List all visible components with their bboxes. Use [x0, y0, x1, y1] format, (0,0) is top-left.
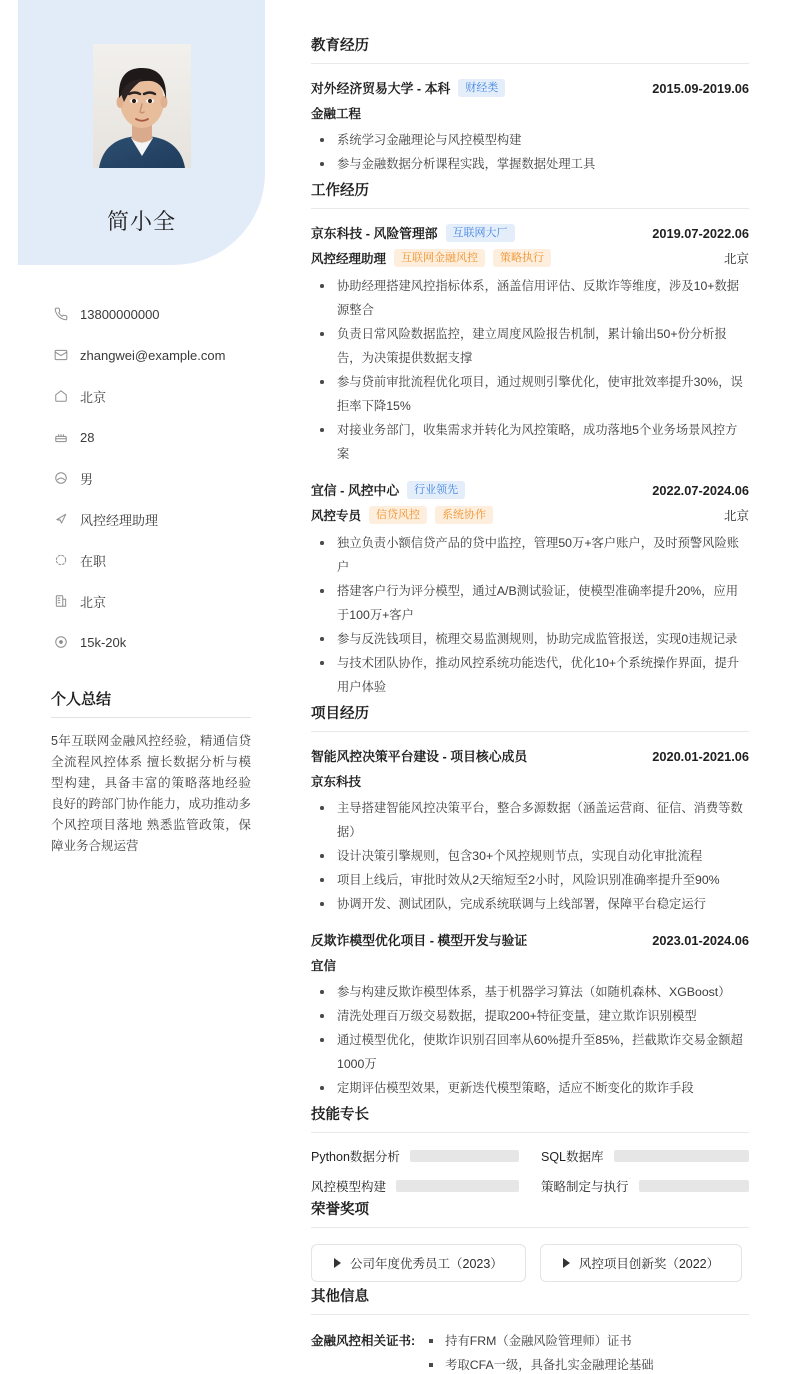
other-info-label: 金融风控相关证书:	[311, 1334, 416, 1348]
contact-item-workplace	[51, 587, 256, 615]
contact-item-gender	[51, 464, 256, 492]
contact-value-position: 风控经理助理	[80, 512, 159, 528]
contact-value-gender: 男	[80, 471, 94, 487]
education-entry-header	[311, 78, 749, 97]
personal-summary-title: 个人总结	[51, 688, 251, 718]
list-item: 对接业务部门，收集需求并转化为风控策略，成功落地5个业务场景风控方案	[313, 418, 749, 466]
avatar	[93, 44, 191, 168]
list-item: 协助经理搭建风控指标体系，涵盖信用评估、反欺诈等维度，涉及10+数据源整合	[313, 274, 749, 322]
work-bullets	[313, 531, 749, 699]
skill-item	[311, 1177, 519, 1195]
skill-item	[541, 1177, 749, 1195]
contact-item-phone	[51, 300, 256, 328]
contact-item-position	[51, 505, 256, 533]
section-project	[311, 702, 749, 1100]
work-role-tag: 互联网金融风控	[394, 249, 485, 267]
section-title-awards: 荣誉奖项	[311, 1198, 749, 1228]
work-date: 2019.07-2022.06	[652, 226, 749, 241]
personal-summary-section	[51, 688, 251, 857]
work-role: 风控经理助理	[311, 252, 387, 266]
work-company: 宜信 - 风控中心	[311, 483, 400, 498]
contact-value-phone: 13800000000	[80, 306, 160, 322]
person-name: 简小全	[106, 209, 176, 234]
list-item: 定期评估模型效果，更新迭代模型策略，适应不断变化的欺诈手段	[313, 1076, 749, 1100]
skill-label: 策略制定与执行	[541, 1180, 629, 1194]
project-date: 2020.01-2021.06	[652, 749, 749, 764]
education-date: 2015.09-2019.06	[652, 81, 749, 96]
personal-summary-body: 5年互联网金融风控经验，精通信贷全流程风控体系 擅长数据分析与模型构建，具备丰富的策略落地经验 良好的跨部门协作能力，成功推动多个风控项目落地 熟悉监管政策，保障业务合规运营	[51, 734, 252, 853]
list-item: 主导搭建智能风控决策平台，整合多源数据（涵盖运营商、征信、消费等数据）	[313, 796, 749, 844]
work-date: 2022.07-2024.06	[652, 483, 749, 498]
contact-item-email	[51, 341, 256, 369]
cake-icon	[51, 430, 71, 444]
education-bullets	[313, 128, 749, 176]
skill-progress-bar	[396, 1180, 519, 1192]
contact-item-age	[51, 423, 256, 451]
work-location: 北京	[723, 252, 749, 266]
work-entry	[311, 209, 749, 466]
contact-item-hometown	[51, 382, 256, 410]
project-bullets	[313, 980, 749, 1100]
skill-label: SQL数据库	[541, 1150, 604, 1164]
rocket-icon	[51, 512, 71, 526]
list-item: 与技术团队协作，推动风控系统功能迭代，优化10+个系统操作界面，提升用户体验	[313, 651, 749, 699]
list-item: 参与构建反欺诈模型体系，基于机器学习算法（如随机森林、XGBoost）	[313, 980, 749, 1004]
section-awards	[311, 1198, 749, 1282]
home-icon	[51, 389, 71, 403]
triangle-icon	[334, 1258, 341, 1268]
phone-icon	[51, 307, 71, 321]
section-title-work: 工作经历	[311, 179, 749, 209]
list-item: 持有FRM（金融风险管理师）证书	[421, 1329, 653, 1353]
salary-icon	[51, 635, 71, 649]
education-tag: 财经类	[458, 79, 505, 97]
list-item: 协调开发、测试团队，完成系统联调与上线部署，保障平台稳定运行	[313, 892, 749, 916]
project-date: 2023.01-2024.06	[652, 933, 749, 948]
project-bullets	[313, 796, 749, 916]
skill-label: 风控模型构建	[311, 1180, 387, 1194]
project-entry	[311, 732, 749, 916]
contact-item-status	[51, 546, 256, 574]
project-entry-header	[311, 746, 749, 765]
contact-list	[51, 300, 256, 656]
contact-item-salary	[51, 628, 256, 656]
contact-value-status: 在职	[80, 553, 107, 569]
mail-icon	[51, 348, 71, 362]
project-company: 宜信	[311, 959, 337, 973]
building-icon	[51, 594, 71, 608]
skill-grid	[311, 1133, 749, 1195]
work-role-tag: 系统协作	[435, 506, 493, 524]
project-name: 反欺诈模型优化项目 - 模型开发与验证	[311, 933, 528, 948]
work-location: 北京	[723, 509, 749, 523]
contact-value-hometown: 北京	[80, 389, 107, 405]
skill-progress-bar	[614, 1150, 749, 1162]
sidebar	[0, 0, 283, 1374]
project-name: 智能风控决策平台建设 - 项目核心成员	[311, 749, 528, 764]
list-item: 通过模型优化，使欺诈识别召回率从60%提升至85%，拦截欺诈交易金额超1000万	[313, 1028, 749, 1076]
list-item: 设计决策引擎规则，包含30+个风控规则节点，实现自动化审批流程	[313, 844, 749, 868]
sidebar-header-panel	[18, 0, 265, 265]
section-title-education: 教育经历	[311, 34, 749, 64]
section-title-skills: 技能专长	[311, 1103, 749, 1133]
section-work	[311, 179, 749, 699]
list-item: 负责日常风险数据监控，建立周度风险报告机制，累计输出50+份分析报告，为决策提供数据支撑	[313, 322, 749, 370]
work-entry-header	[311, 223, 749, 242]
award-chip[interactable]	[540, 1244, 742, 1282]
list-item: 参与反洗钱项目，梳理交易监测规则，协助完成监管报送，实现0违规记录	[313, 627, 749, 651]
work-company: 京东科技 - 风险管理部	[311, 226, 438, 241]
skill-item	[311, 1147, 519, 1165]
other-info-list	[421, 1329, 653, 1374]
work-company-tag: 行业领先	[407, 481, 465, 499]
list-item: 考取CFA一级，具备扎实金融理论基础	[421, 1353, 653, 1374]
skill-label: Python数据分析	[311, 1150, 400, 1164]
award-chip[interactable]	[311, 1244, 526, 1282]
project-company: 京东科技	[311, 775, 362, 789]
list-item: 清洗处理百万级交易数据，提取200+特征变量，建立欺诈识别模型	[313, 1004, 749, 1028]
list-item: 搭建客户行为评分模型，通过A/B测试验证，使模型准确率提升20%，应用于100万+客户	[313, 579, 749, 627]
section-other	[311, 1285, 749, 1374]
project-entry	[311, 916, 749, 1100]
work-entry	[311, 466, 749, 699]
contact-value-email: zhangwei@example.com	[80, 347, 226, 363]
list-item: 参与金融数据分析课程实践，掌握数据处理工具	[313, 152, 749, 176]
work-role-tag: 策略执行	[493, 249, 551, 267]
education-major: 金融工程	[311, 107, 362, 121]
skill-item	[541, 1147, 749, 1165]
section-education	[311, 34, 749, 176]
work-company-tag: 互联网大厂	[446, 224, 515, 242]
contact-value-age: 28	[80, 429, 95, 445]
work-bullets	[313, 274, 749, 466]
skill-progress-bar	[639, 1180, 749, 1192]
list-item: 参与贷前审批流程优化项目，通过规则引擎优化，使审批效率提升30%，误拒率下降15%	[313, 370, 749, 418]
award-row	[311, 1228, 749, 1282]
other-info-row	[311, 1315, 749, 1374]
section-title-project: 项目经历	[311, 702, 749, 732]
contact-value-salary: 15k-20k	[80, 634, 127, 650]
skill-progress-bar	[410, 1150, 519, 1162]
work-role: 风控专员	[311, 509, 362, 523]
education-entry	[311, 64, 749, 176]
education-school: 对外经济贸易大学 - 本科	[311, 81, 451, 96]
work-role-row	[311, 249, 749, 267]
award-label: 公司年度优秀员工（2023）	[350, 1257, 503, 1271]
status-icon	[51, 553, 71, 567]
list-item: 项目上线后，审批时效从2天缩短至2小时，风险识别准确率提升至90%	[313, 868, 749, 892]
section-title-other: 其他信息	[311, 1285, 749, 1315]
contact-value-workplace: 北京	[80, 594, 107, 610]
award-label: 风控项目创新奖（2022）	[578, 1257, 720, 1271]
main-content	[283, 0, 794, 1374]
triangle-icon	[563, 1258, 570, 1268]
list-item: 系统学习金融理论与风控模型构建	[313, 128, 749, 152]
gender-icon	[51, 471, 71, 485]
section-skills	[311, 1103, 749, 1195]
work-role-tag: 信贷风控	[369, 506, 427, 524]
project-entry-header	[311, 930, 749, 949]
list-item: 独立负责小额信贷产品的贷中监控，管理50万+客户账户，及时预警风险账户	[313, 531, 749, 579]
work-role-row	[311, 506, 749, 524]
work-entry-header	[311, 480, 749, 499]
